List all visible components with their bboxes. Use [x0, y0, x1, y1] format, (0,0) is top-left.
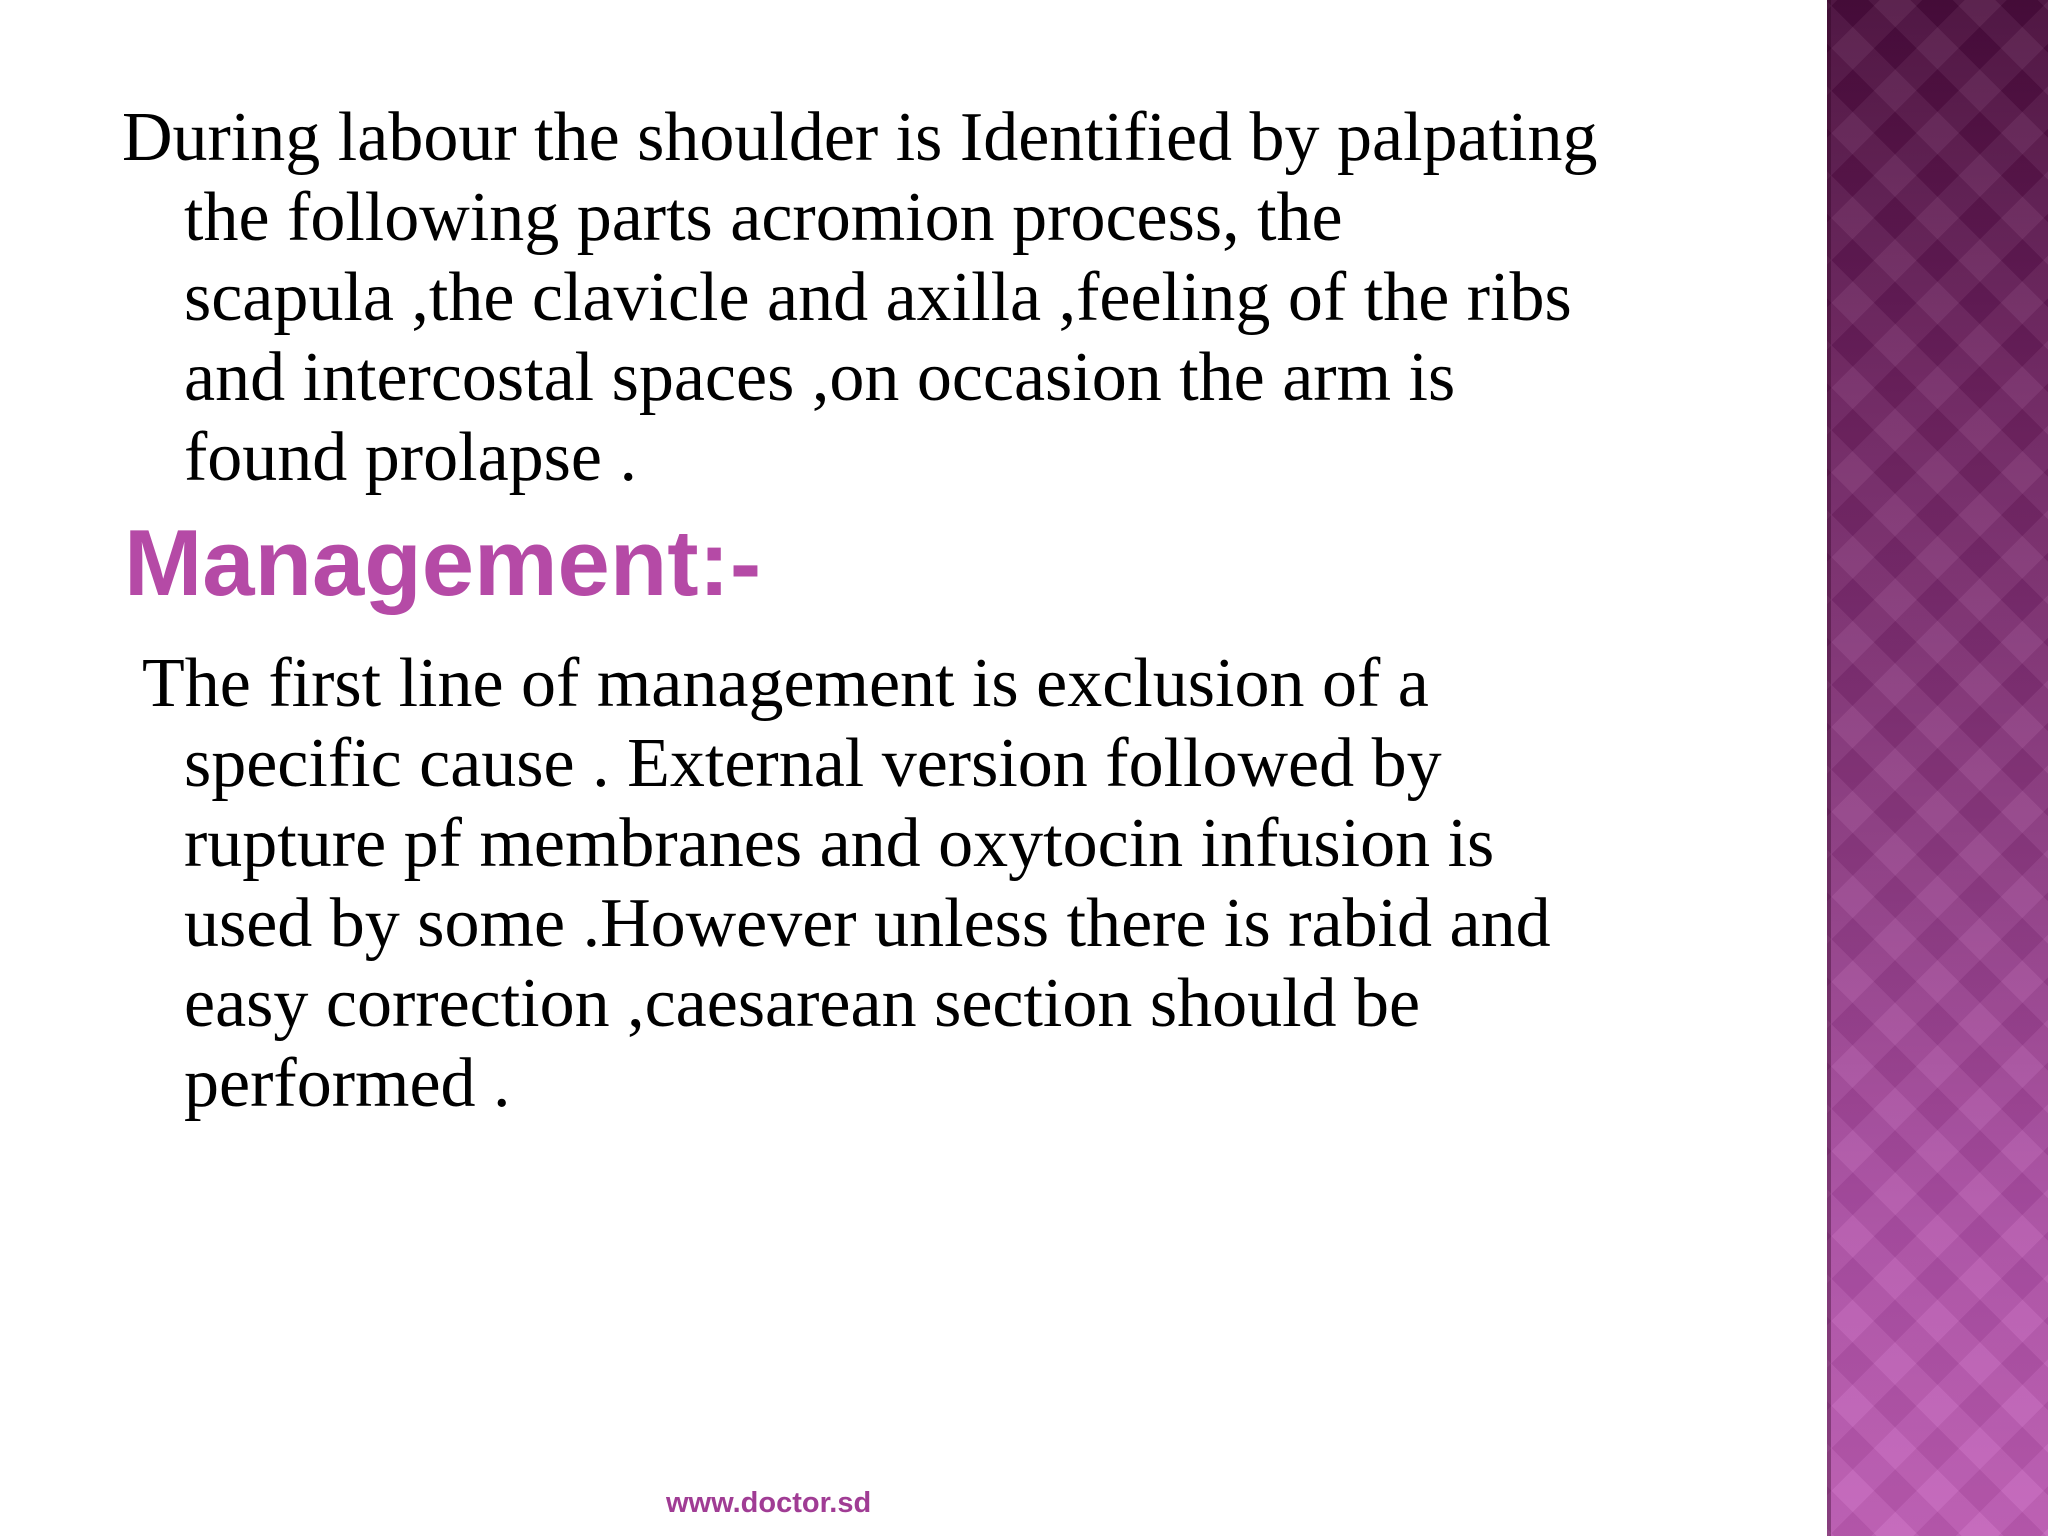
paragraph-line: rupture pf membranes and oxytocin infusion is [184, 805, 1495, 882]
paragraph-line: scapula ,the clavicle and axilla ,feeling of the ribs [184, 259, 1572, 336]
paragraph-line: the following parts acromion process, the [184, 179, 1343, 256]
paragraph-line: During labour the shoulder is Identified by palpating [122, 99, 1598, 176]
decorative-side-band [1827, 0, 2048, 1536]
paragraph-line: and intercostal spaces ,on occasion the arm is [184, 339, 1456, 416]
footer-website-link[interactable]: www.doctor.sd [666, 1487, 872, 1519]
paragraph-line: used by some .However unless there is rabid and [184, 885, 1551, 962]
management-paragraph [142, 644, 1782, 1124]
paragraph-line: performed . [184, 1045, 511, 1122]
paragraph-line: The first line of management is exclusion of a [142, 645, 1429, 722]
paragraph-line: easy correction ,caesarean section should be [184, 965, 1421, 1042]
paragraph-line: found prolapse . [184, 419, 637, 496]
paragraph-line: specific cause . External version followed by [184, 725, 1442, 802]
intro-paragraph [122, 98, 1762, 498]
management-heading: Management:- [124, 510, 762, 615]
